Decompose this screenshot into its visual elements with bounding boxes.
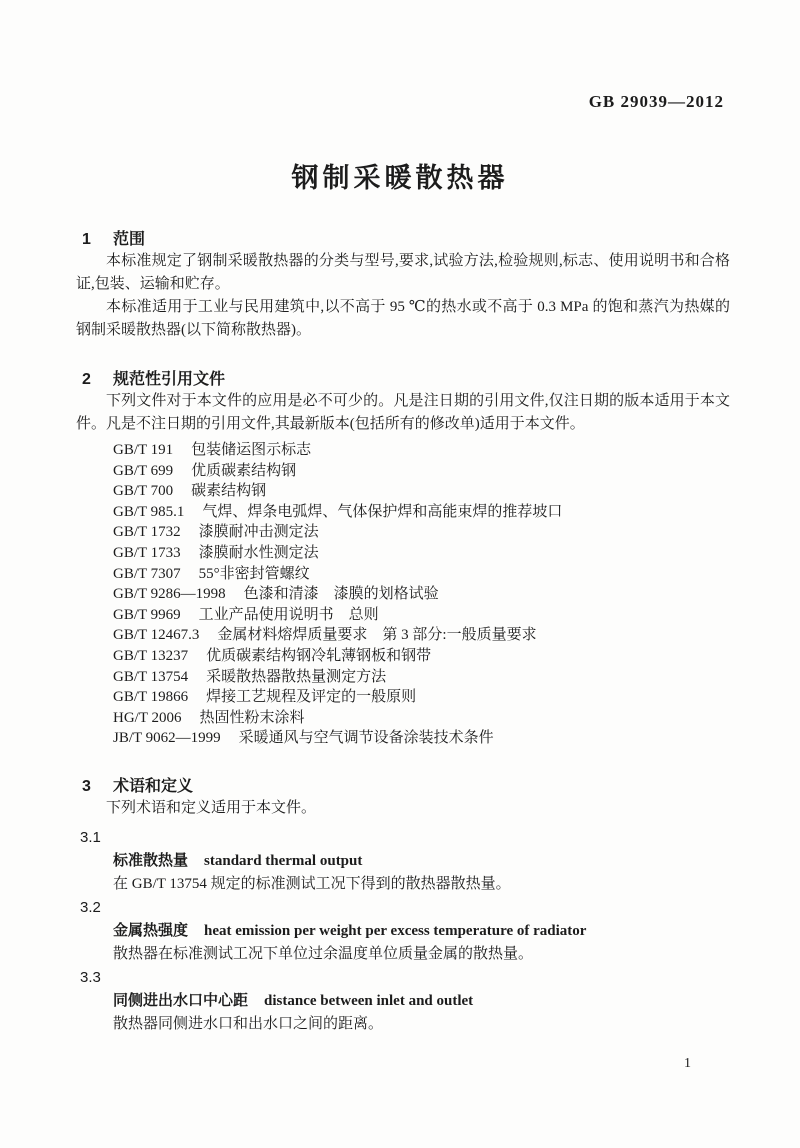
term-entry [76, 966, 730, 1036]
term-name [76, 989, 730, 1013]
reference-title: 漆膜耐水性测定法 [198, 544, 319, 561]
term-name-zh: 同侧进出水口中心距 [113, 991, 249, 1009]
section-1-paragraph: 本标准适用于工业与民用建筑中,以不高于 95 ℃的热水或不高于 0.3 MPa 的饱和蒸汽为热媒的钢制采暖散热器(以下简称散热器)。 [76, 299, 730, 338]
section-3-title: 术语和定义 [113, 777, 194, 795]
reference-title: 工业产品使用说明书 总则 [198, 606, 379, 623]
term-number: 3.3 [80, 968, 101, 986]
reference-code: GB/T 985.1 [113, 503, 185, 520]
reference-item [113, 440, 730, 461]
reference-item [113, 708, 730, 729]
reference-item [113, 646, 730, 667]
page-number: 1 [684, 1056, 691, 1071]
reference-title: 焊接工艺规程及评定的一般原则 [206, 689, 417, 706]
reference-code: GB/T 1732 [113, 524, 181, 541]
reference-item [113, 481, 730, 502]
page-title: 钢制采暖散热器 [291, 163, 509, 193]
reference-title: 55°非密封管螺纹 [198, 565, 310, 582]
reference-code: GB/T 12467.3 [113, 627, 200, 644]
reference-title: 采暖通风与空气调节设备涂装技术条件 [238, 730, 494, 747]
reference-item [113, 522, 730, 543]
reference-item [113, 605, 730, 626]
reference-item [113, 728, 730, 749]
term-name-en: standard thermal output [204, 852, 363, 869]
section-1-number: 1 [82, 231, 91, 248]
reference-code: GB/T 191 [113, 442, 174, 458]
term-definition: 在 GB/T 13754 规定的标准测试工况下得到的散热器散热量。 [113, 875, 511, 892]
section-2-paragraph: 下列文件对于本文件的应用是必不可少的。凡是注日期的引用文件,仅注日期的版本适用于本文件。凡是不注日期的引用文件,其最新版本(包括所有的修改单)适用于本文件。 [76, 393, 730, 432]
reference-code: HG/T 2006 [113, 709, 182, 726]
term-name-zh: 标准散热量 [113, 851, 189, 869]
reference-title: 漆膜耐冲击测定法 [198, 524, 319, 541]
term-number: 3.2 [80, 898, 101, 916]
section-2-heading [76, 370, 730, 390]
section-2-number: 2 [82, 371, 91, 388]
section-2-title: 规范性引用文件 [113, 371, 226, 388]
reference-code: GB/T 7307 [113, 565, 181, 582]
term-definition: 散热器同侧进水口和出水口之间的距离。 [113, 1015, 384, 1032]
term-definition: 散热器在标准测试工况下单位过余温度单位质量金属的散热量。 [113, 945, 534, 962]
term-number: 3.1 [80, 828, 101, 846]
reference-item [113, 625, 730, 646]
reference-title: 碳素结构钢 [191, 483, 267, 500]
reference-title: 气焊、焊条电弧焊、气体保护焊和高能束焊的推荐坡口 [202, 503, 563, 520]
section-1-paragraph: 本标准规定了钢制采暖散热器的分类与型号,要求,试验方法,检验规则,标志、使用说明书和合格证,包装、运输和贮存。 [76, 253, 730, 292]
section-3-heading [76, 777, 730, 797]
reference-code: JB/T 9062—1999 [113, 730, 221, 747]
doc-number: GB 29039—2012 [588, 92, 724, 111]
reference-item [113, 543, 730, 564]
section-3-number: 3 [82, 777, 91, 795]
section-1-heading [76, 230, 730, 250]
term-name [76, 919, 730, 943]
reference-code: GB/T 9286—1998 [113, 586, 226, 603]
term-name-en: distance between inlet and outlet [264, 992, 474, 1009]
section-3-paragraph: 下列术语和定义适用于本文件。 [106, 799, 317, 816]
reference-item [113, 564, 730, 585]
reference-item [113, 667, 730, 688]
reference-title: 热固性粉末涂料 [199, 709, 305, 726]
document-content [76, 230, 730, 1036]
reference-title: 包装储运图示标志 [191, 442, 312, 458]
reference-title: 色漆和清漆 漆膜的划格试验 [243, 586, 439, 603]
term-name-zh: 金属热强度 [113, 921, 189, 939]
reference-title: 优质碳素结构钢冷轧薄钢板和钢带 [206, 647, 432, 664]
reference-title: 金属材料熔焊质量要求 第 3 部分:一般质量要求 [217, 627, 537, 644]
reference-item [113, 461, 730, 482]
section-1-title: 范围 [113, 231, 146, 248]
reference-code: GB/T 13754 [113, 668, 189, 685]
reference-code: GB/T 9969 [113, 606, 181, 623]
term-entry [76, 896, 730, 966]
reference-code: GB/T 700 [113, 483, 174, 500]
term-entry [76, 826, 730, 896]
reference-list [76, 440, 730, 749]
reference-title: 采暖散热器散热量测定方法 [206, 668, 387, 685]
term-name [76, 849, 730, 873]
term-name-en: heat emission per weight per excess temperature of radiator [204, 922, 587, 939]
reference-code: GB/T 13237 [113, 647, 189, 664]
reference-code: GB/T 1733 [113, 544, 181, 561]
reference-item [113, 687, 730, 708]
reference-item [113, 502, 730, 523]
reference-code: GB/T 699 [113, 462, 174, 479]
reference-item [113, 584, 730, 605]
reference-title: 优质碳素结构钢 [191, 462, 297, 479]
reference-code: GB/T 19866 [113, 689, 189, 706]
terms-list [76, 826, 730, 1036]
